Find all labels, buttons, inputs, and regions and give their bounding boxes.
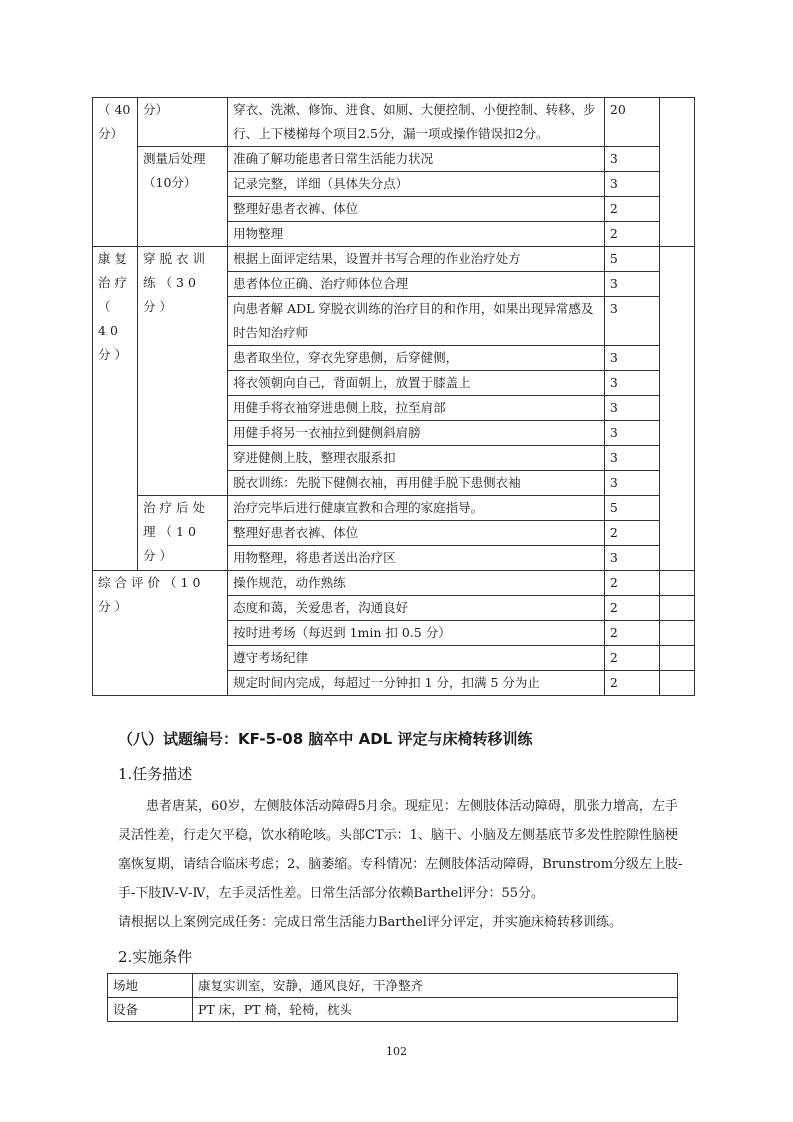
item-cell: 遵守考场纪律 <box>228 646 605 671</box>
item-cell: 规定时间内完成，每超过一分钟扣 1 分，扣满 5 分为止 <box>228 671 605 696</box>
score-cell: 2 <box>604 521 659 546</box>
score-cell: 2 <box>604 671 659 696</box>
item-cell: 根据上面评定结果，设置并书写合理的作业治疗处方 <box>228 247 605 272</box>
item-cell: 穿衣、洗漱、修饰、进食、如厕、大便控制、小便控制、转移、步行、上下楼梯每个项目2.5分，漏一项或操作错误扣2分。 <box>228 98 605 147</box>
condition-value: PT 床，PT 椅，轮椅，枕头 <box>193 998 678 1022</box>
table-row <box>93 247 695 272</box>
score-cell: 3 <box>604 147 659 172</box>
conditions-table <box>107 973 678 1022</box>
score-cell: 3 <box>604 421 659 446</box>
table-row <box>108 974 678 998</box>
task-heading: 1.任务描述 <box>118 765 193 783</box>
score-cell: 2 <box>604 197 659 222</box>
remark-cell <box>659 596 694 621</box>
page-number: 102 <box>386 1045 407 1058</box>
item-cell: 态度和蔼，关爱患者，沟通良好 <box>228 596 605 621</box>
scoring-table <box>92 97 695 696</box>
score-cell: 3 <box>604 446 659 471</box>
score-cell: 2 <box>604 646 659 671</box>
condition-key: 设备 <box>108 998 193 1022</box>
table-row <box>93 571 695 596</box>
table-row <box>93 98 695 147</box>
score-cell: 3 <box>604 546 659 571</box>
item-cell: 穿进健侧上肢，整理衣服系扣 <box>228 446 605 471</box>
score-cell: 3 <box>604 272 659 297</box>
item-cell: 将衣领朝向自己，背面朝上，放置于膝盖上 <box>228 371 605 396</box>
item-cell: 整理好患者衣裤、体位 <box>228 521 605 546</box>
item-cell: 用物整理，将患者送出治疗区 <box>228 546 605 571</box>
item-cell: 准确了解功能患者日常生活能力状况 <box>228 147 605 172</box>
table-row <box>108 998 678 1022</box>
subcategory-cell: 分） <box>138 98 228 147</box>
score-cell: 2 <box>604 596 659 621</box>
item-cell: 治疗完毕后进行健康宣教和合理的家庭指导。 <box>228 496 605 521</box>
remark-cell <box>659 247 694 571</box>
item-cell: 操作规范，动作熟练 <box>228 571 605 596</box>
subcategory-cell: 治疗后处理（10分） <box>138 496 228 571</box>
item-cell: 患者取坐位，穿衣先穿患侧，后穿健侧， <box>228 346 605 371</box>
category-cell: （ 40分） <box>93 98 138 247</box>
score-cell: 2 <box>604 571 659 596</box>
item-cell: 用物整理 <box>228 222 605 247</box>
score-cell: 3 <box>604 396 659 421</box>
item-cell: 按时进考场（每迟到 1min 扣 0.5 分） <box>228 621 605 646</box>
score-cell: 3 <box>604 297 659 346</box>
category-cell: 综合评价（10分） <box>93 571 228 696</box>
score-cell: 3 <box>604 371 659 396</box>
task-paragraph: 患者唐某，60岁，左侧肢体活动障碍5月余。现症见：左侧肢体活动障碍，肌张力增高，左手灵活性差，行走欠平稳，饮水稍呛咳。头部CT示：1、脑干、小脑及左侧基底节多发性腔隙性脑梗塞恢复期，请结合临床考虑；2、脑萎缩。专科情况：左侧肢体活动障碍，Brunstrom分级左上肢-手-下肢Ⅳ-Ⅴ-Ⅳ，左手灵活性差。日常生活部分依赖Barthel评分：55分。 <box>118 799 683 901</box>
table-row <box>93 147 695 172</box>
remark-cell <box>659 646 694 671</box>
subcategory-cell: 穿脱衣训练（30分） <box>138 247 228 496</box>
score-cell: 5 <box>604 496 659 521</box>
task-description <box>118 792 688 937</box>
score-cell: 20 <box>604 98 659 147</box>
table-row <box>93 496 695 521</box>
score-cell: 3 <box>604 346 659 371</box>
remark-cell <box>659 671 694 696</box>
score-cell: 3 <box>604 471 659 496</box>
item-cell: 患者体位正确、治疗师体位合理 <box>228 272 605 297</box>
item-cell: 脱衣训练：先脱下健侧衣袖，再用健手脱下患侧衣袖 <box>228 471 605 496</box>
category-cell: 康复治疗（ 40分） <box>93 247 138 571</box>
item-cell: 用健手将衣袖穿进患侧上肢，拉至肩部 <box>228 396 605 421</box>
item-cell: 记录完整，详细（具体失分点） <box>228 172 605 197</box>
item-cell: 整理好患者衣裤、体位 <box>228 197 605 222</box>
score-cell: 2 <box>604 222 659 247</box>
remark-cell <box>659 571 694 596</box>
score-cell: 2 <box>604 621 659 646</box>
subcategory-cell: 测量后处理（10分） <box>138 147 228 247</box>
conditions-heading: 2.实施条件 <box>118 948 193 966</box>
item-cell: 向患者解 ADL 穿脱衣训练的治疗目的和作用，如果出现异常感及时告知治疗师 <box>228 297 605 346</box>
task-paragraph: 请根据以上案例完成任务：完成日常生活能力Barthel评分评定，并实施床椅转移训练。 <box>118 915 622 930</box>
condition-value: 康复实训室，安静，通风良好，干净整齐 <box>193 974 678 998</box>
score-cell: 5 <box>604 247 659 272</box>
section-title: （八）试题编号：KF-5-08 脑卒中 ADL 评定与床椅转移训练 <box>118 730 533 748</box>
condition-key: 场地 <box>108 974 193 998</box>
remark-cell <box>659 98 694 247</box>
score-cell: 3 <box>604 172 659 197</box>
item-cell: 用健手将另一衣袖拉到健侧斜肩膀 <box>228 421 605 446</box>
remark-cell <box>659 621 694 646</box>
